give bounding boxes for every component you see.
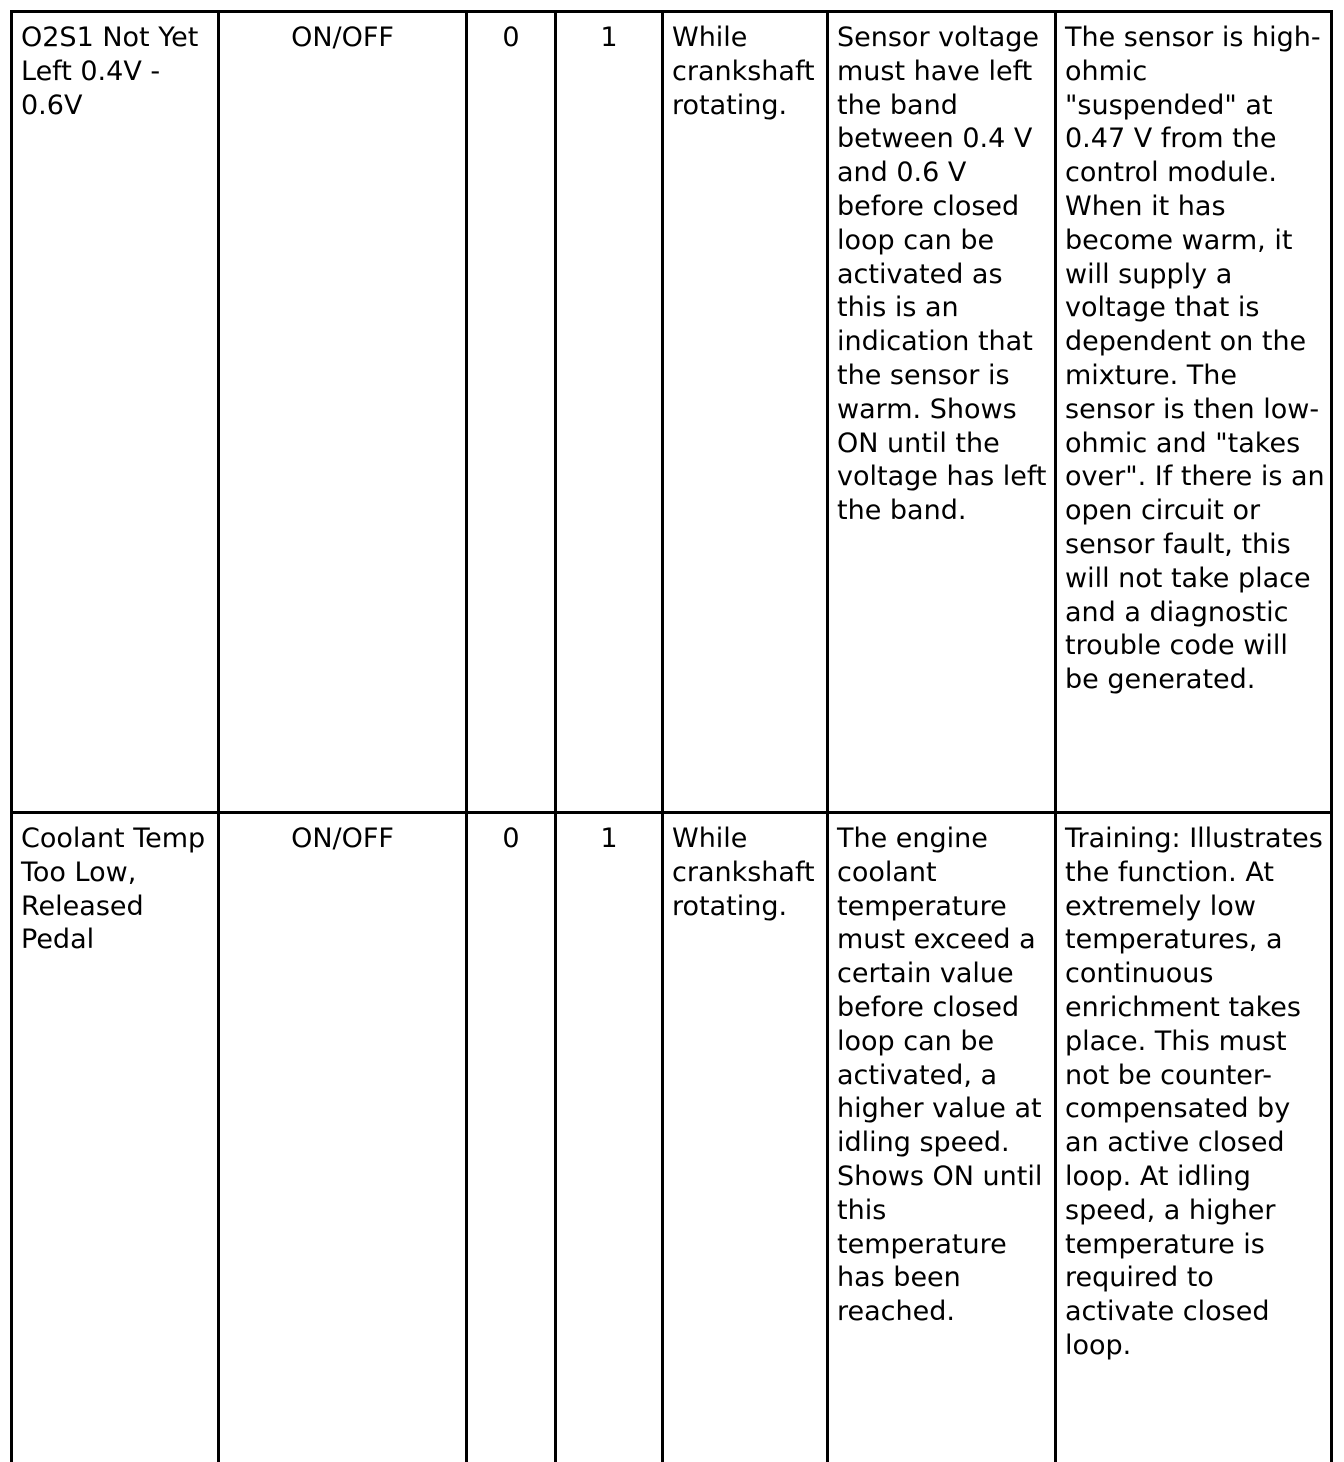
parameter-table-container	[10, 10, 1330, 1430]
max-value-cell: 1	[556, 813, 663, 1462]
parameter-table	[10, 10, 1333, 1462]
parameter-name-cell: Coolant Temp Too Low, Released Pedal	[12, 813, 219, 1462]
notes-cell: The sensor is high-ohmic "suspended" at 0.47 V from the control module. When it has become warm, it will supply a voltage that is dependent on the mixture. The sensor is then low-ohmic and "takes over". If there is an open circuit or sensor fault, this will not take place and a diagnostic trouble code will be generated.	[1056, 12, 1332, 813]
condition-cell: While crankshaft rotating.	[663, 12, 828, 813]
parameter-name-cell: O2S1 Not Yet Left 0.4V - 0.6V	[12, 12, 219, 813]
description-cell: Sensor voltage must have left the band between 0.4 V and 0.6 V before closed loop can be activated as this is an indication that the sensor is warm. Shows ON until the voltage has left the band.	[828, 12, 1056, 813]
table-row	[12, 813, 1332, 1462]
max-value-cell: 1	[556, 12, 663, 813]
unit-cell: ON/OFF	[219, 12, 467, 813]
min-value-cell: 0	[467, 12, 556, 813]
notes-cell: Training: Illustrates the function. At extremely low temperatures, a continuous enrichment takes place. This must not be counter-compensated by an active closed loop. At idling speed, a higher temperature is required to activate closed loop.	[1056, 813, 1332, 1462]
description-cell: The engine coolant temperature must exceed a certain value before closed loop can be activated, a higher value at idling speed. Shows ON until this temperature has been reached.	[828, 813, 1056, 1462]
condition-cell: While crankshaft rotating.	[663, 813, 828, 1462]
min-value-cell: 0	[467, 813, 556, 1462]
table-row	[12, 12, 1332, 813]
unit-cell: ON/OFF	[219, 813, 467, 1462]
